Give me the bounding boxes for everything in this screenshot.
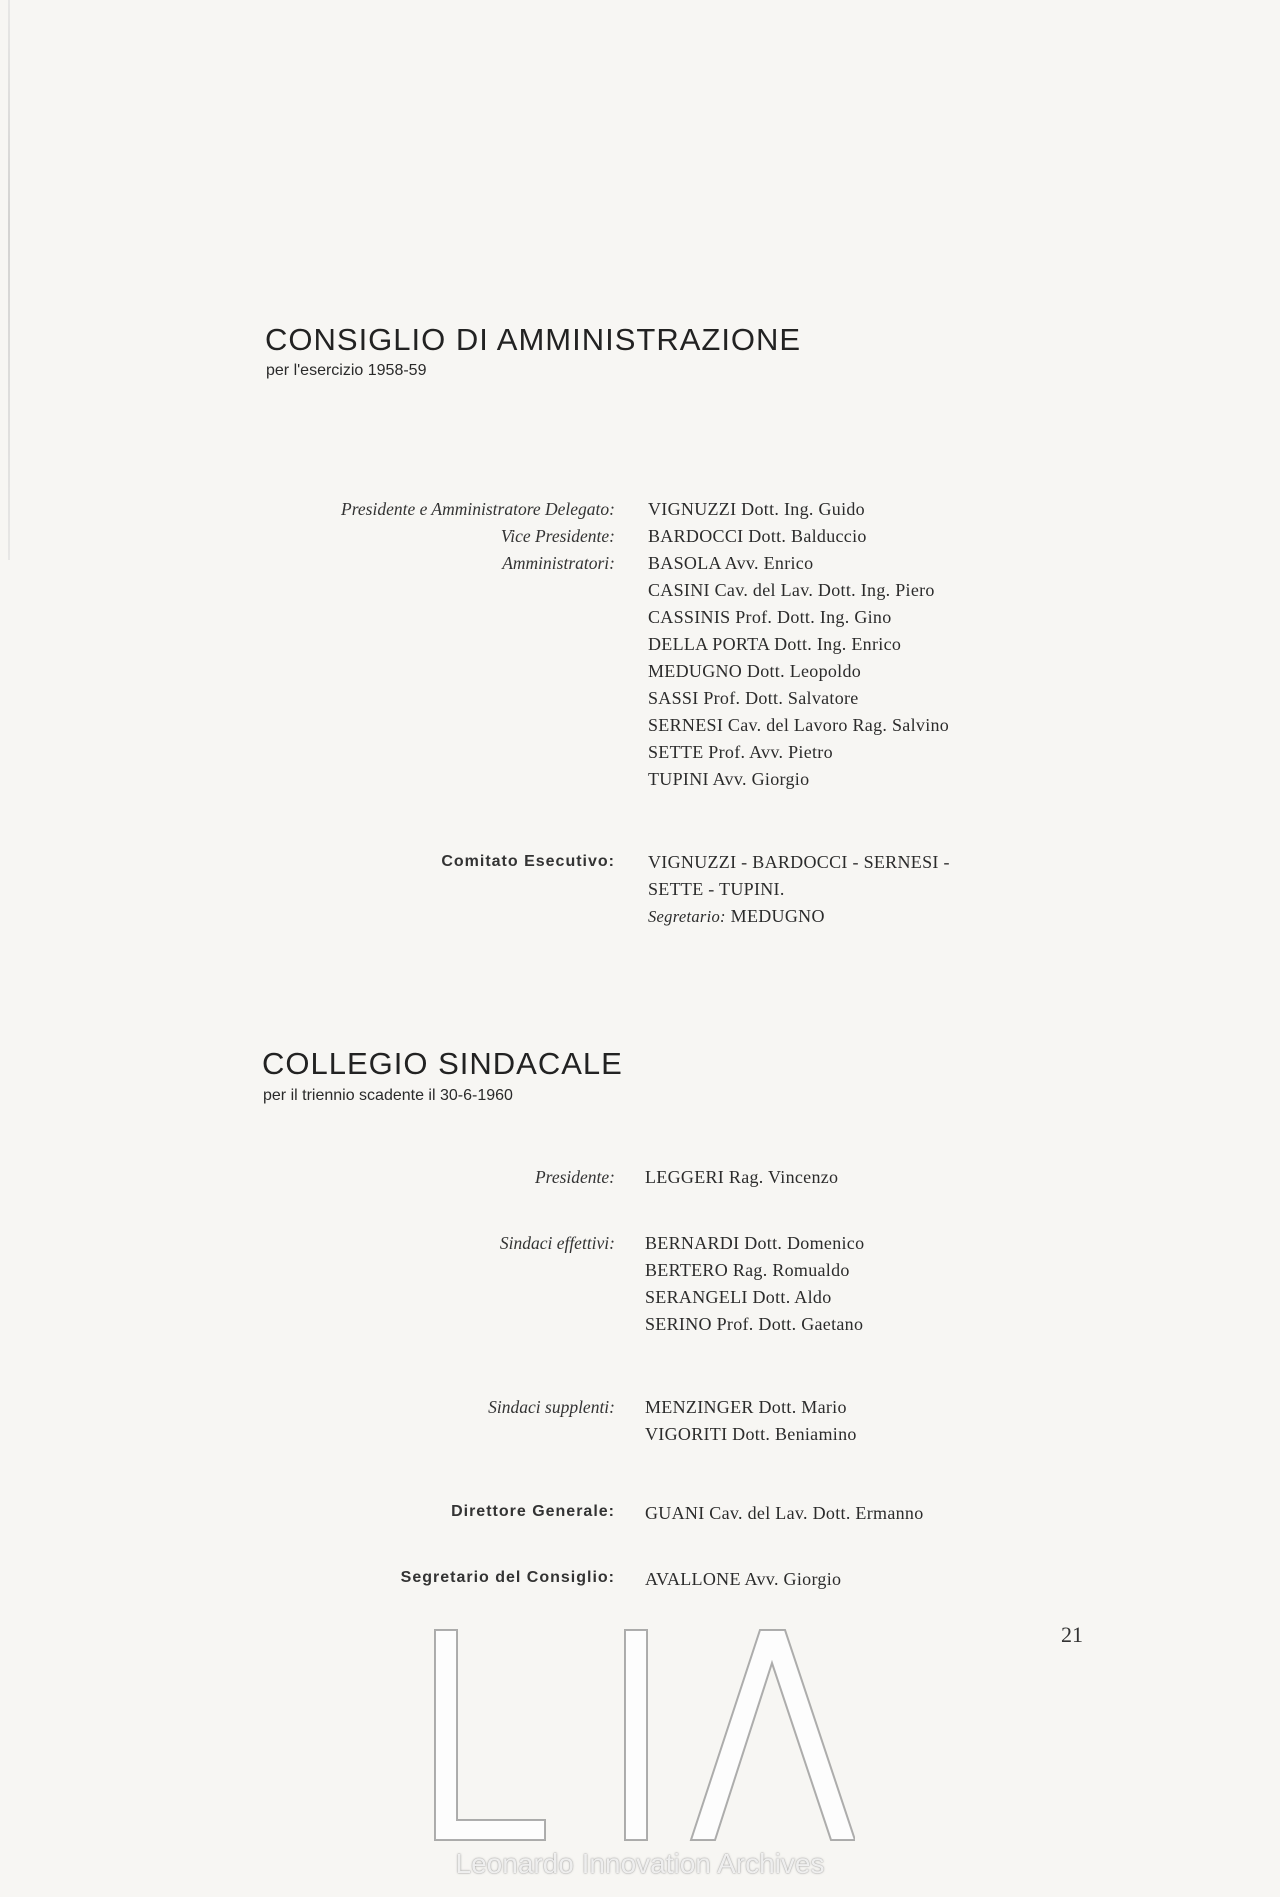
segretario-consiglio-list — [645, 1566, 841, 1593]
page-edge — [8, 0, 10, 560]
direttore-list — [645, 1500, 924, 1527]
direttore-value: GUANI Cav. del Lav. Dott. Ermanno — [645, 1503, 924, 1523]
sindaco-supplente-item: VIGORITI Dott. Beniamino — [645, 1424, 857, 1444]
sindaco-supplente-item: MENZINGER Dott. Mario — [645, 1397, 847, 1417]
sindaci-supplenti-list — [645, 1394, 857, 1448]
consiglio-subtitle: per l'esercizio 1958-59 — [266, 362, 427, 379]
segretario-consiglio-value: AVALLONE Avv. Giorgio — [645, 1569, 842, 1589]
comitato-list — [648, 849, 950, 930]
amministratore-item: MEDUGNO Dott. Leopoldo — [648, 661, 862, 681]
comitato-line: VIGNUZZI - BARDOCCI - SERNESI - — [648, 852, 950, 872]
sindaci-effettivi-list — [645, 1230, 864, 1338]
comitato-segretario-label: Segretario: — [648, 907, 726, 926]
amministratore-item: CASINI Cav. del Lav. Dott. Ing. Piero — [648, 580, 935, 600]
segretario-consiglio-label: Segretario del Consiglio: — [400, 1569, 615, 1586]
collegio-presidente-label: Presidente: — [534, 1167, 615, 1187]
collegio-subtitle: per il triennio scadente il 30-6-1960 — [263, 1087, 513, 1104]
sindaci-supplenti-label: Sindaci supplenti: — [488, 1397, 615, 1417]
amministratore-item: CASSINIS Prof. Dott. Ing. Gino — [648, 607, 892, 627]
comitato-line: SETTE - TUPINI. — [648, 879, 785, 899]
sindaci-effettivi-label: Sindaci effettivi: — [499, 1233, 615, 1253]
amministratori-label: Amministratori: — [502, 553, 615, 573]
collegio-presidente-list — [645, 1164, 838, 1191]
comitato-segretario — [648, 903, 950, 930]
comitato-label: Comitato Esecutivo: — [441, 853, 615, 870]
sindaco-effettivo-item: SERINO Prof. Dott. Gaetano — [645, 1314, 864, 1334]
lia-watermark-logo — [425, 1625, 855, 1845]
amministratore-item: SERNESI Cav. del Lavoro Rag. Salvino — [648, 715, 950, 735]
sindaco-effettivo-item: SERANGELI Dott. Aldo — [645, 1287, 832, 1307]
amministratore-item: BASOLA Avv. Enrico — [648, 553, 814, 573]
watermark-caption: Leonardo Innovation Archives — [455, 1848, 825, 1879]
amministratore-item: SASSI Prof. Dott. Salvatore — [648, 688, 859, 708]
consiglio-title: CONSIGLIO DI AMMINISTRAZIONE — [265, 322, 802, 357]
collegio-title: COLLEGIO SINDACALE — [262, 1046, 623, 1081]
amministratore-item: TUPINI Avv. Giorgio — [648, 769, 810, 789]
direttore-label: Direttore Generale: — [451, 1503, 615, 1520]
sindaco-effettivo-item: BERNARDI Dott. Domenico — [645, 1233, 865, 1253]
amministratore-item: SETTE Prof. Avv. Pietro — [648, 742, 833, 762]
amministratore-item: DELLA PORTA Dott. Ing. Enrico — [648, 634, 902, 654]
comitato-segretario-value: MEDUGNO — [730, 906, 825, 926]
presidente-label: Presidente e Amministratore Delegato: — [341, 499, 615, 519]
sindaco-effettivo-item: BERTERO Rag. Romualdo — [645, 1260, 850, 1280]
vice-presidente-label: Vice Presidente: — [500, 526, 615, 546]
consiglio-members-list — [648, 496, 949, 793]
page-number: 21 — [1061, 1622, 1083, 1647]
collegio-presidente-value: LEGGERI Rag. Vincenzo — [645, 1167, 839, 1187]
presidente-value: VIGNUZZI Dott. Ing. Guido — [648, 499, 865, 519]
vice-presidente-value: BARDOCCI Dott. Balduccio — [648, 526, 867, 546]
